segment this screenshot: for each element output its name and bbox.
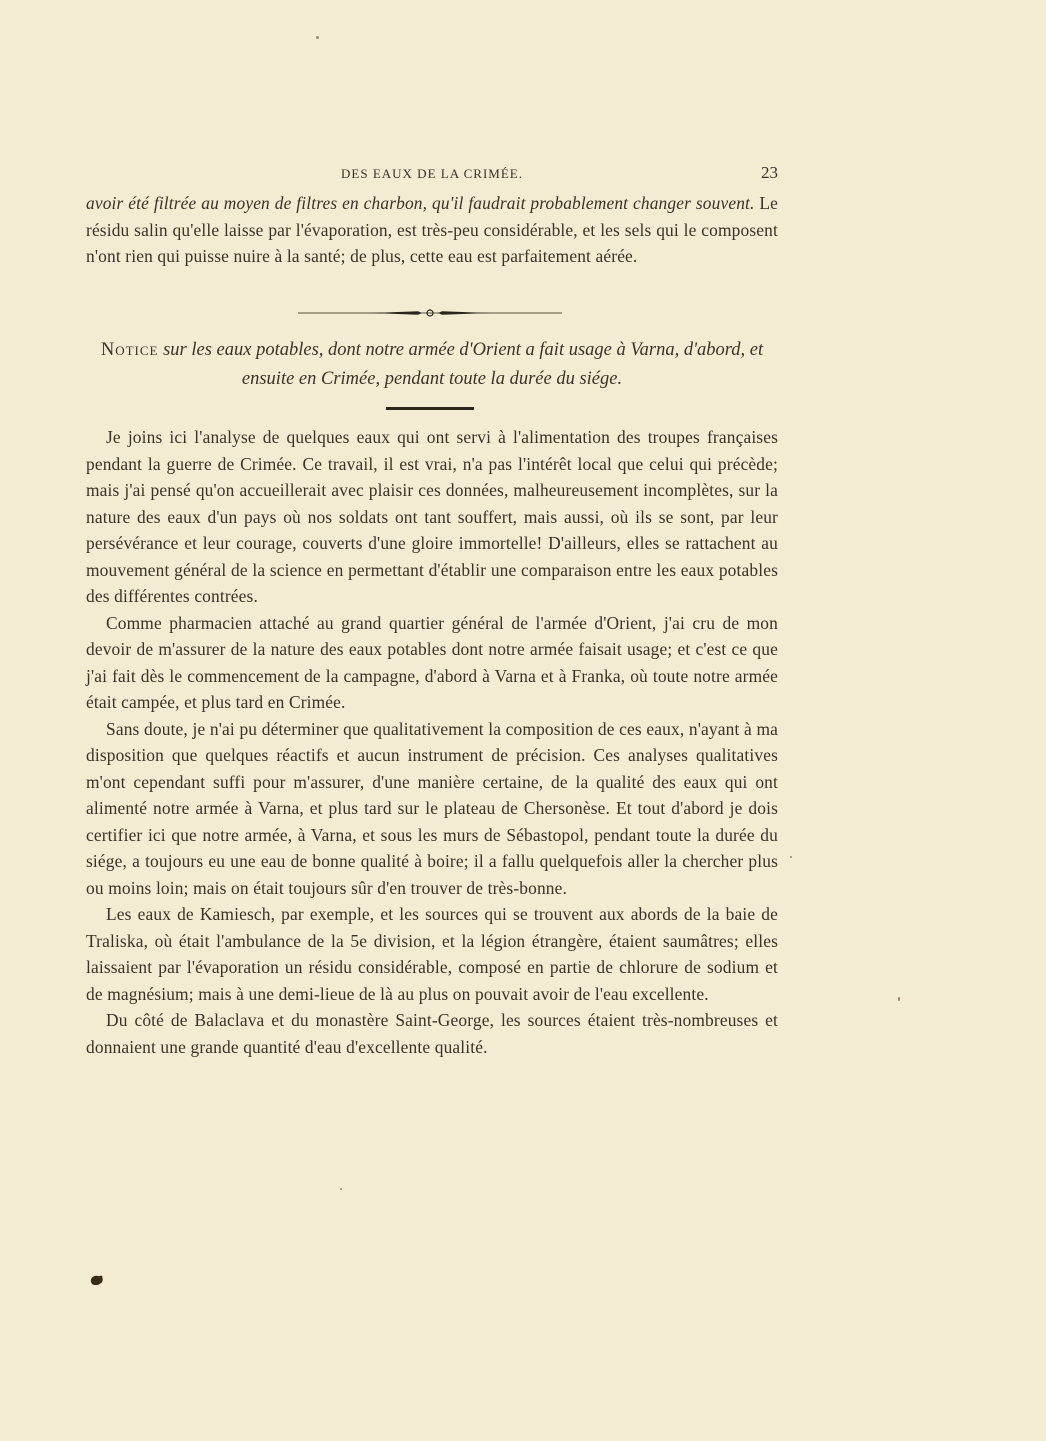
paper-speck bbox=[340, 1188, 342, 1190]
main-text bbox=[86, 424, 778, 1060]
paragraph-2: Comme pharmacien attaché au grand quartier général de l'armée d'Orient, j'ai cru de mon devoir de m'assurer de la nature des eaux potables dont notre armée faisait usage; et c'est ce que j'ai fait dès le commencement de la campagne, d'abord à Varna et à Franka, où toute notre armée était campée, et plus tard en Crimée. bbox=[86, 612, 778, 712]
paragraph-5: Du côté de Balaclava et du monastère Saint-George, les sources étaient très-nombreuses et donnaient une grande quantité d'eau d'excellente qualité. bbox=[86, 1010, 778, 1057]
notice-title: sur les eaux potables, dont notre armée d'Orient a fait usage à Varna, d'abord, et ensuite en Crimée, pendant toute la durée du siége. bbox=[158, 340, 764, 389]
notice-label: Notice bbox=[100, 340, 159, 360]
ink-blot bbox=[89, 1273, 105, 1287]
ornamental-divider bbox=[298, 305, 562, 321]
page-number: 23 bbox=[761, 163, 778, 182]
running-title: DES EAUX DE LA CRIMÉE. bbox=[341, 166, 523, 181]
heading-rule bbox=[386, 407, 474, 410]
italic-continuation: avoir été filtrée au moyen de filtres en charbon, qu'il faudrait probablement changer souvent. bbox=[86, 193, 755, 213]
paper-speck bbox=[316, 36, 319, 39]
paragraph-4: Les eaux de Kamiesch, par exemple, et les sources qui se trouvent aux abords de la baie de Traliska, où était l'ambulance de la 5e division, et la légion étrangère, étaient saumâtres; elles laissaient par l'évaporation un résidu considérable, composé en partie de chlorure de sodium et de magnésium; mais à une demi-lieue de là au plus on pouvait avoir de l'eau excellente. bbox=[86, 904, 778, 1004]
paragraph-text: Le résidu salin qu'elle laisse par l'évaporation, est très-peu considérable, et les sels qui le composent n'ont rien qui puisse nuire à la santé; de plus, cette eau est parfaitement aérée. bbox=[86, 193, 779, 266]
continued-paragraph bbox=[86, 190, 778, 270]
paper-speck bbox=[898, 997, 900, 1001]
paper-speck bbox=[790, 856, 792, 858]
paragraph-3: Sans doute, je n'ai pu déterminer que qualitativement la composition de ces eaux, n'ayant à ma disposition que quelques réactifs et aucun instrument de précision. Ces analyses qualitatives m'ont cependant suffi pour m'assurer, d'une manière certaine, de la qualité des eaux qui ont alimenté notre armée à Varna, et plus tard sur le plateau de Chersonèse. Et tout d'abord je dois certifier ici que notre armée, à Varna, et sous les murs de Sébastopol, pendant toute la durée du siége, a toujours eu une eau de bonne qualité à boire; il a fallu quelquefois aller la chercher plus ou moins loin; mais on était toujours sûr d'en trouver de très-bonne. bbox=[86, 718, 778, 898]
running-head bbox=[86, 163, 778, 185]
notice-heading bbox=[86, 336, 778, 394]
paragraph-1: Je joins ici l'analyse de quelques eaux qui ont servi à l'alimentation des troupes françaises pendant la guerre de Crimée. Ce travail, il est vrai, n'a pas l'intérêt local que celui qui précède; mais j'ai pensé qu'on accueillerait avec plaisir ces données, malheureusement incomplètes, sur la nature des eaux d'un pays où nos soldats ont tant souffert, mais aussi, où ils se sont, par leur persévérance et leur courage, couverts d'une gloire immortelle! D'ailleurs, elles se rattachent au mouvement général de la science en permettant d'établir une comparaison entre les eaux potables des différentes contrées. bbox=[86, 427, 778, 606]
